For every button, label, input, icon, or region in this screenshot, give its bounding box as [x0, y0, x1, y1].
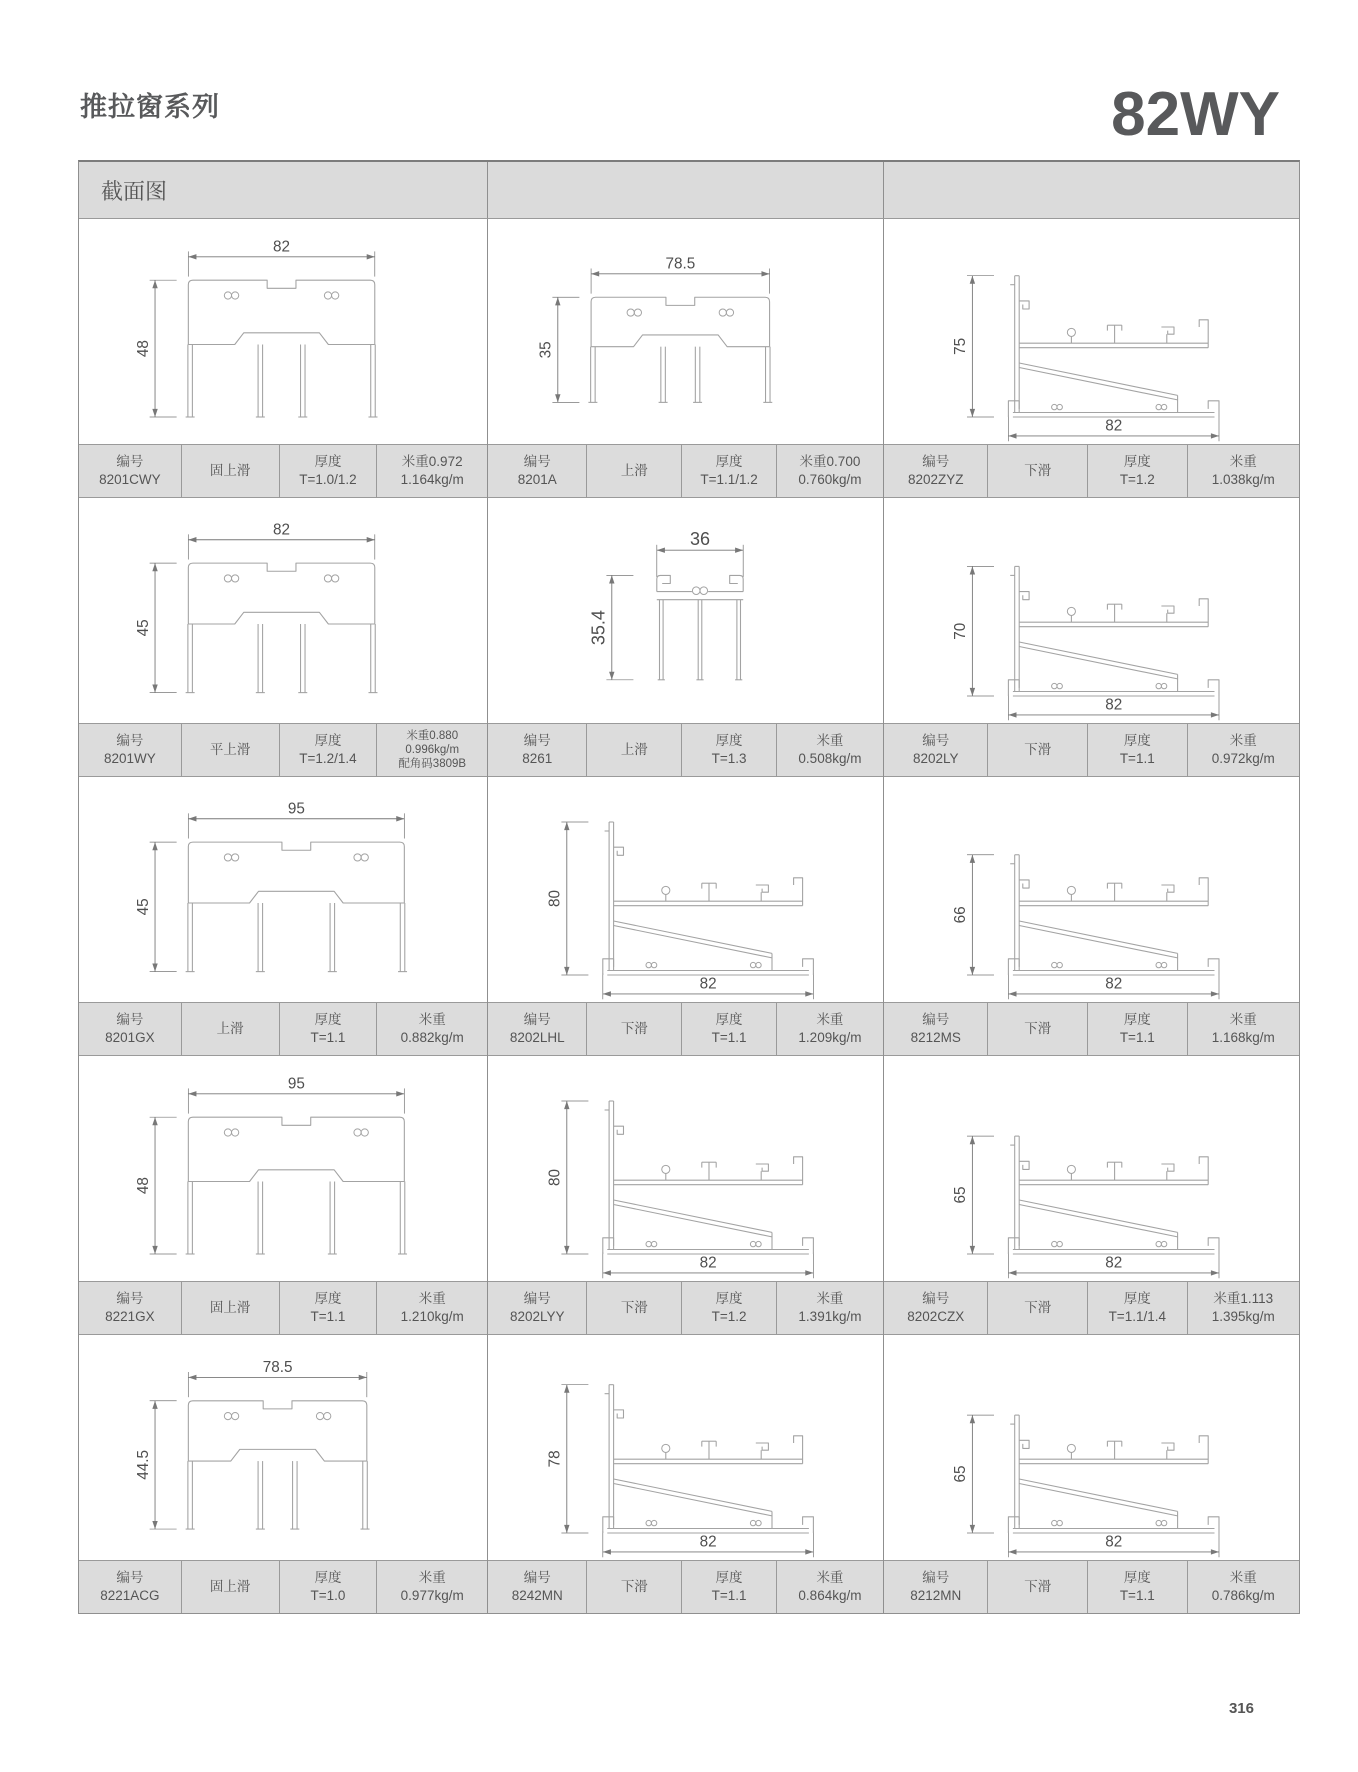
- dimension-label: 65: [952, 1465, 970, 1483]
- spec-thickness-cell: [1088, 1561, 1188, 1613]
- dimension-label: 82: [273, 238, 291, 256]
- profile-drawing-area: [79, 219, 487, 444]
- profile-outline: [952, 855, 1219, 1000]
- spec-id-label: 编号: [922, 1012, 950, 1028]
- spec-id-value: 8202CZX: [907, 1309, 965, 1324]
- spec-id-label: 编号: [922, 1570, 950, 1586]
- spec-id-label: 编号: [523, 1570, 551, 1586]
- spec-thickness-value: T=1.1: [1119, 751, 1155, 766]
- dimension-label: 78.5: [665, 255, 696, 273]
- spec-strip: [884, 444, 1299, 498]
- spec-weight-line: 米重0.880: [406, 729, 459, 742]
- spec-type-cell: [587, 1282, 682, 1334]
- profile-drawing-area: [884, 219, 1299, 444]
- spec-weight-line: 1.395kg/m: [1211, 1309, 1275, 1324]
- spec-weight-line: 米重: [816, 1291, 844, 1307]
- spec-type-value: 下滑: [620, 1300, 648, 1316]
- spec-id-label: 编号: [523, 1291, 551, 1307]
- spec-thickness-cell: [280, 1561, 378, 1613]
- dimension-label: 66: [952, 906, 970, 924]
- spec-thickness-label: 厚度: [1123, 1291, 1151, 1307]
- dimension-label: 82: [273, 521, 291, 539]
- profile-drawing-8201GX: [87, 777, 479, 1002]
- spec-type-value: 上滑: [216, 1021, 244, 1037]
- spec-strip: [79, 444, 487, 498]
- spec-weight-cell: [377, 445, 487, 497]
- spec-weight-cell: [777, 1003, 883, 1055]
- profile-drawing-8261: [496, 498, 875, 723]
- section-header: 截面图: [101, 178, 168, 204]
- spec-type-cell: [988, 724, 1088, 776]
- table-row: [79, 498, 1299, 777]
- spec-id-cell: [79, 1003, 182, 1055]
- spec-type-value: 平上滑: [209, 742, 251, 758]
- profile-cell-8201A: [488, 219, 884, 498]
- spec-strip: [884, 1281, 1299, 1335]
- spec-weight-line: 配角码3809B: [398, 758, 467, 770]
- profile-cell-8261: [488, 498, 884, 777]
- spec-strip: [79, 1002, 487, 1056]
- spec-weight-cell: [1188, 1003, 1299, 1055]
- spec-strip: [884, 1560, 1299, 1613]
- profile-cell-8202LYY: [488, 1056, 884, 1335]
- spec-thickness-value: T=1.1: [1119, 1030, 1155, 1045]
- profile-drawing-8212MS: [892, 777, 1290, 1002]
- spec-thickness-label: 厚度: [715, 454, 743, 470]
- spec-type-value: 下滑: [1024, 1021, 1052, 1037]
- spec-type-cell: [988, 1282, 1088, 1334]
- profile-outline: [952, 1415, 1219, 1557]
- spec-id-value: 8212MN: [910, 1588, 962, 1603]
- spec-id-value: 8242MN: [511, 1588, 563, 1603]
- spec-id-cell: [79, 445, 182, 497]
- spec-thickness-cell: [1088, 1282, 1188, 1334]
- spec-weight-line: 米重: [1229, 733, 1257, 749]
- profile-drawing-8242MN: [496, 1335, 875, 1560]
- profile-drawing-8212MN: [892, 1335, 1290, 1560]
- profile-grid: [79, 219, 1299, 1613]
- profile-drawing-area: [488, 777, 883, 1002]
- profile-cell-8221ACG: [79, 1335, 488, 1613]
- spec-type-cell: [988, 445, 1088, 497]
- spec-weight-line: 米重: [816, 733, 844, 749]
- dimension-label: 82: [1105, 1254, 1123, 1272]
- spec-weight-line: 1.209kg/m: [798, 1030, 862, 1045]
- dimension-label: 48: [134, 1177, 152, 1195]
- spec-weight-line: 0.882kg/m: [400, 1030, 464, 1045]
- spec-id-label: 编号: [116, 1291, 144, 1307]
- spec-id-cell: [488, 1282, 587, 1334]
- spec-thickness-value: T=1.2: [711, 1309, 747, 1324]
- spec-id-value: 8261: [522, 751, 553, 766]
- spec-strip: [884, 723, 1299, 777]
- profile-outline: [547, 822, 814, 999]
- profile-cell-8202LHL: [488, 777, 884, 1056]
- dimension-label: 80: [546, 1169, 564, 1186]
- spec-weight-line: 米重1.113: [1213, 1291, 1274, 1307]
- spec-id-value: 8201CWY: [99, 472, 161, 487]
- profile-drawing-8202LHL: [496, 777, 875, 1002]
- spec-type-cell: [182, 724, 280, 776]
- spec-weight-line: 0.996kg/m: [405, 743, 460, 756]
- profile-outline: [135, 1359, 370, 1529]
- dimension-label: 78: [546, 1450, 564, 1468]
- profile-drawing-area: [79, 498, 487, 723]
- spec-weight-line: 米重: [816, 1012, 844, 1028]
- header-cell-2: [488, 162, 884, 218]
- spec-type-value: 下滑: [1024, 742, 1052, 758]
- table-header-row: [79, 162, 1299, 219]
- spec-thickness-label: 厚度: [715, 733, 743, 749]
- profile-drawing-area: [79, 777, 487, 1002]
- dimension-label: 82: [699, 975, 717, 993]
- spec-thickness-value: T=1.1: [711, 1588, 747, 1603]
- spec-thickness-label: 厚度: [314, 454, 342, 470]
- profile-drawing-area: [488, 498, 883, 723]
- dimension-label: 65: [952, 1186, 970, 1204]
- spec-thickness-cell: [682, 445, 777, 497]
- spec-id-value: 8201WY: [103, 751, 156, 766]
- spec-thickness-cell: [1088, 445, 1188, 497]
- profile-drawing-8201WY: [87, 498, 479, 723]
- spec-thickness-value: T=1.1: [1119, 1588, 1155, 1603]
- spec-weight-line: 米重: [1229, 1570, 1257, 1586]
- dimension-label: 35.4: [588, 610, 609, 646]
- profile-outline: [952, 276, 1219, 442]
- spec-id-cell: [488, 1561, 587, 1613]
- model-code: 82WY: [1111, 80, 1280, 149]
- spec-weight-line: 米重: [418, 1291, 446, 1307]
- spec-type-value: 上滑: [620, 463, 648, 479]
- spec-weight-line: 米重: [418, 1012, 446, 1028]
- spec-weight-cell: [1188, 1561, 1299, 1613]
- spec-weight-line: 1.038kg/m: [1211, 472, 1275, 487]
- spec-weight-cell: [377, 1282, 487, 1334]
- spec-type-cell: [587, 724, 682, 776]
- spec-type-value: 下滑: [1024, 463, 1052, 479]
- profile-drawing-8201A: [496, 219, 875, 444]
- spec-type-value: 下滑: [1024, 1300, 1052, 1316]
- spec-weight-line: 1.168kg/m: [1211, 1030, 1275, 1045]
- dimension-label: 36: [689, 528, 710, 549]
- spec-id-label: 编号: [116, 1012, 144, 1028]
- spec-thickness-value: T=1.1: [310, 1030, 346, 1045]
- spec-strip: [79, 723, 487, 777]
- spec-id-value: 8202ZYZ: [907, 472, 964, 487]
- dimension-label: 95: [287, 1075, 305, 1093]
- spec-id-value: 8221ACG: [100, 1588, 160, 1603]
- spec-thickness-value: T=1.2/1.4: [299, 751, 357, 766]
- dimension-label: 82: [699, 1533, 717, 1551]
- spec-thickness-value: T=1.0: [310, 1588, 346, 1603]
- spec-thickness-cell: [280, 1282, 378, 1334]
- profile-cell-8201GX: [79, 777, 488, 1056]
- spec-type-cell: [182, 1282, 280, 1334]
- dimension-label: 82: [1105, 1533, 1123, 1551]
- profile-drawing-8221GX: [87, 1056, 479, 1281]
- spec-type-cell: [587, 445, 682, 497]
- spec-thickness-cell: [1088, 1003, 1188, 1055]
- spec-weight-line: 米重: [1229, 454, 1257, 470]
- spec-weight-line: 1.210kg/m: [400, 1309, 464, 1324]
- spec-id-cell: [488, 1003, 587, 1055]
- spec-id-label: 编号: [523, 1012, 551, 1028]
- dimension-label: 95: [287, 800, 305, 818]
- spec-id-cell: [79, 1561, 182, 1613]
- spec-thickness-label: 厚度: [314, 1012, 342, 1028]
- page-header: [80, 66, 1280, 149]
- spec-thickness-label: 厚度: [1123, 454, 1151, 470]
- spec-weight-cell: [777, 1282, 883, 1334]
- spec-id-value: 8202LHL: [509, 1030, 565, 1045]
- spec-weight-cell: [1188, 1282, 1299, 1334]
- spec-thickness-label: 厚度: [314, 1291, 342, 1307]
- profile-outline: [135, 521, 378, 692]
- spec-weight-cell: [377, 724, 487, 776]
- spec-thickness-label: 厚度: [314, 1570, 342, 1586]
- spec-type-cell: [182, 1003, 280, 1055]
- spec-weight-line: 1.164kg/m: [400, 472, 464, 487]
- spec-id-label: 编号: [523, 733, 551, 749]
- profile-cell-8201CWY: [79, 219, 488, 498]
- profile-table: [78, 160, 1300, 1614]
- spec-type-cell: [587, 1561, 682, 1613]
- spec-strip: [488, 723, 883, 777]
- profile-drawing-area: [488, 219, 883, 444]
- spec-thickness-cell: [280, 724, 378, 776]
- spec-weight-cell: [777, 445, 883, 497]
- series-title: 推拉窗系列: [80, 92, 220, 122]
- spec-type-value: 固上滑: [209, 463, 251, 479]
- profile-outline: [135, 800, 407, 971]
- spec-weight-cell: [1188, 724, 1299, 776]
- table-row: [79, 219, 1299, 498]
- spec-thickness-cell: [682, 1561, 777, 1613]
- profile-drawing-8202LYY: [496, 1056, 875, 1281]
- spec-id-label: 编号: [116, 733, 144, 749]
- profile-outline: [952, 1136, 1219, 1278]
- spec-thickness-cell: [1088, 724, 1188, 776]
- page-number: 316: [1228, 1700, 1254, 1717]
- spec-id-label: 编号: [922, 733, 950, 749]
- spec-type-value: 固上滑: [209, 1300, 251, 1316]
- spec-id-value: 8201GX: [105, 1030, 155, 1045]
- profile-drawing-area: [488, 1056, 883, 1281]
- spec-id-cell: [884, 1003, 988, 1055]
- spec-id-cell: [884, 445, 988, 497]
- spec-weight-cell: [1188, 445, 1299, 497]
- table-row: [79, 1335, 1299, 1613]
- spec-type-cell: [182, 1561, 280, 1613]
- spec-thickness-label: 厚度: [715, 1012, 743, 1028]
- profile-outline: [538, 255, 773, 402]
- spec-id-value: 8212MS: [910, 1030, 961, 1045]
- dimension-label: 75: [952, 337, 970, 355]
- spec-thickness-label: 厚度: [1123, 1570, 1151, 1586]
- spec-thickness-label: 厚度: [1123, 1012, 1151, 1028]
- spec-id-value: 8221GX: [105, 1309, 155, 1324]
- spec-thickness-value: T=1.1/1.4: [1108, 1309, 1166, 1324]
- spec-thickness-value: T=1.1: [711, 1030, 747, 1045]
- dimension-label: 80: [546, 890, 564, 907]
- spec-id-label: 编号: [523, 454, 551, 470]
- spec-weight-line: 0.972kg/m: [1211, 751, 1275, 766]
- spec-strip: [488, 1002, 883, 1056]
- profile-drawing-area: [488, 1335, 883, 1560]
- spec-thickness-value: T=1.0/1.2: [299, 472, 357, 487]
- profile-drawing-8202ZYZ: [892, 219, 1290, 444]
- section-header-cell: [79, 162, 488, 218]
- profile-drawing-area: [884, 777, 1299, 1002]
- spec-thickness-cell: [682, 724, 777, 776]
- profile-drawing-area: [884, 1335, 1299, 1560]
- spec-thickness-cell: [682, 1282, 777, 1334]
- profile-cell-8242MN: [488, 1335, 884, 1613]
- spec-weight-line: 0.508kg/m: [798, 751, 862, 766]
- spec-thickness-label: 厚度: [715, 1291, 743, 1307]
- profile-outline: [547, 1101, 814, 1278]
- spec-type-value: 下滑: [620, 1021, 648, 1037]
- spec-thickness-cell: [280, 445, 378, 497]
- spec-thickness-cell: [682, 1003, 777, 1055]
- spec-id-cell: [884, 1561, 988, 1613]
- profile-cell-8201WY: [79, 498, 488, 777]
- profile-drawing-area: [884, 498, 1299, 723]
- spec-weight-line: 0.864kg/m: [798, 1588, 862, 1603]
- dimension-label: 45: [134, 898, 152, 916]
- spec-weight-line: 米重0.700: [799, 454, 861, 470]
- spec-type-cell: [182, 445, 280, 497]
- spec-type-cell: [587, 1003, 682, 1055]
- spec-weight-line: 米重: [1229, 1012, 1257, 1028]
- spec-id-cell: [884, 1282, 988, 1334]
- spec-weight-cell: [377, 1003, 487, 1055]
- spec-thickness-label: 厚度: [314, 733, 342, 749]
- spec-id-value: 8201A: [517, 472, 557, 487]
- dimension-label: 82: [1105, 696, 1123, 714]
- spec-thickness-value: T=1.2: [1119, 472, 1155, 487]
- dimension-label: 48: [134, 340, 152, 358]
- profile-outline: [547, 1385, 814, 1558]
- profile-drawing-8202LY: [892, 498, 1290, 723]
- header-cell-3: [884, 162, 1299, 218]
- spec-strip: [884, 1002, 1299, 1056]
- spec-thickness-value: T=1.1: [310, 1309, 346, 1324]
- spec-id-label: 编号: [116, 1570, 144, 1586]
- dimension-label: 82: [1105, 975, 1123, 993]
- spec-id-cell: [79, 1282, 182, 1334]
- spec-id-value: 8202LY: [912, 751, 959, 766]
- profile-cell-8212MN: [884, 1335, 1299, 1613]
- spec-weight-cell: [777, 724, 883, 776]
- dimension-label: 35: [537, 341, 555, 359]
- profile-outline: [135, 1075, 407, 1254]
- profile-cell-8202CZX: [884, 1056, 1299, 1335]
- spec-weight-cell: [377, 1561, 487, 1613]
- table-row: [79, 1056, 1299, 1335]
- spec-type-value: 下滑: [1024, 1579, 1052, 1595]
- profile-drawing-area: [884, 1056, 1299, 1281]
- spec-weight-line: 1.391kg/m: [798, 1309, 862, 1324]
- profile-drawing-8202CZX: [892, 1056, 1290, 1281]
- spec-strip: [79, 1281, 487, 1335]
- profile-drawing-8221ACG: [87, 1335, 479, 1560]
- spec-weight-line: 0.786kg/m: [1211, 1588, 1275, 1603]
- profile-cell-8221GX: [79, 1056, 488, 1335]
- dimension-label: 44.5: [134, 1450, 152, 1480]
- spec-thickness-label: 厚度: [715, 1570, 743, 1586]
- profile-cell-8212MS: [884, 777, 1299, 1056]
- spec-strip: [79, 1560, 487, 1613]
- profile-outline: [952, 566, 1219, 720]
- spec-weight-line: 米重: [816, 1570, 844, 1586]
- dimension-label: 78.5: [262, 1358, 293, 1376]
- spec-type-cell: [988, 1561, 1088, 1613]
- profile-drawing-area: [79, 1056, 487, 1281]
- profile-drawing-area: [79, 1335, 487, 1560]
- profile-drawing-8201CWY: [87, 219, 479, 444]
- spec-type-value: 上滑: [620, 742, 648, 758]
- spec-thickness-label: 厚度: [1123, 733, 1151, 749]
- spec-type-value: 下滑: [620, 1579, 648, 1595]
- spec-weight-line: 米重: [418, 1570, 446, 1586]
- spec-id-label: 编号: [116, 454, 144, 470]
- spec-strip: [488, 1281, 883, 1335]
- spec-id-label: 编号: [922, 454, 950, 470]
- spec-id-value: 8202LYY: [509, 1309, 565, 1324]
- table-row: [79, 777, 1299, 1056]
- spec-thickness-cell: [280, 1003, 378, 1055]
- spec-weight-line: 米重0.972: [401, 454, 463, 470]
- dimension-label: 82: [1105, 417, 1123, 435]
- spec-type-value: 固上滑: [209, 1579, 251, 1595]
- spec-id-cell: [488, 724, 587, 776]
- spec-strip: [488, 444, 883, 498]
- profile-cell-8202ZYZ: [884, 219, 1299, 498]
- dimension-label: 82: [699, 1254, 717, 1272]
- spec-id-cell: [488, 445, 587, 497]
- profile-cell-8202LY: [884, 498, 1299, 777]
- spec-strip: [488, 1560, 883, 1613]
- spec-thickness-value: T=1.1/1.2: [700, 472, 758, 487]
- dimension-label: 70: [952, 622, 970, 640]
- spec-id-cell: [79, 724, 182, 776]
- spec-id-label: 编号: [922, 1291, 950, 1307]
- spec-id-cell: [884, 724, 988, 776]
- spec-weight-cell: [777, 1561, 883, 1613]
- profile-outline: [135, 238, 378, 417]
- spec-weight-line: 0.760kg/m: [798, 472, 862, 487]
- dimension-label: 45: [134, 619, 152, 637]
- profile-outline: [589, 529, 744, 680]
- spec-weight-line: 0.977kg/m: [400, 1588, 464, 1603]
- spec-thickness-value: T=1.3: [711, 751, 747, 766]
- spec-type-cell: [988, 1003, 1088, 1055]
